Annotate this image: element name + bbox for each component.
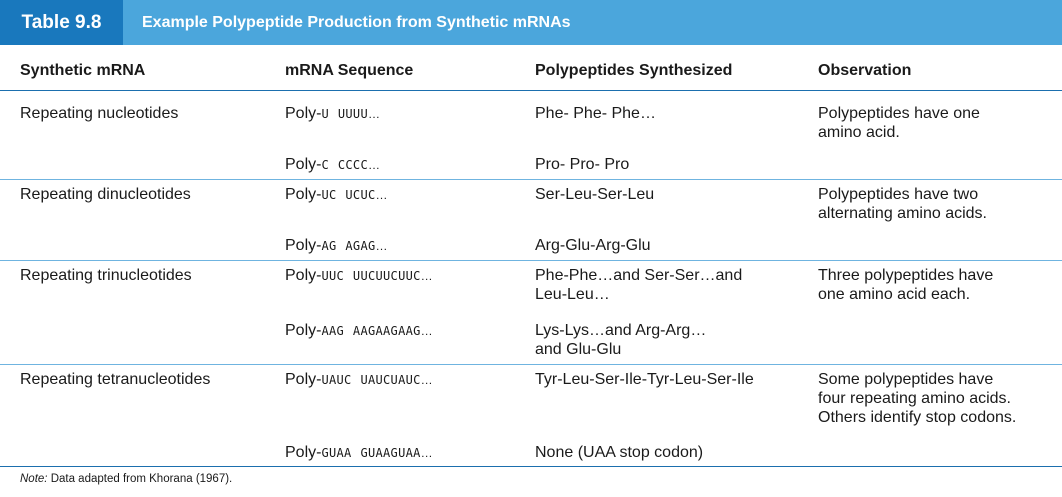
table-header-band (0, 0, 1062, 45)
group-divider (0, 260, 1062, 261)
mrna-sequence-cell (285, 321, 433, 341)
observation-cell (818, 266, 993, 304)
sequence-prefix: Poly- (285, 267, 322, 284)
polypeptide-line: Lys-Lys…and Arg-Arg… (535, 322, 707, 339)
observation-cell (818, 370, 1016, 427)
observation-line: Others identify stop codons. (818, 409, 1017, 426)
spacer (329, 105, 338, 122)
sequence-repeat: UUUU (337, 107, 368, 121)
synthetic-mrna-type: Repeating nucleotides (20, 105, 179, 122)
sequence-ellipsis: … (420, 446, 433, 460)
sequence-ellipsis: … (420, 373, 433, 387)
sequence-prefix: Poly- (285, 105, 322, 122)
sequence-prefix: Poly- (285, 186, 322, 203)
sequence-ellipsis: … (420, 269, 433, 283)
sequence-prefix: Poly- (285, 322, 322, 339)
group-divider (0, 364, 1062, 365)
synthetic-mrna-type: Repeating tetranucleotides (20, 371, 211, 388)
sequence-repeat-unit: U (321, 107, 329, 121)
column-header-mrna-sequence: mRNA Sequence (285, 62, 414, 79)
sequence-ellipsis: … (375, 188, 388, 202)
note-text: Data adapted from Khorana (1967). (47, 473, 233, 485)
polypeptide-cell (535, 185, 654, 204)
polypeptide-cell (535, 370, 754, 389)
sequence-ellipsis: … (367, 107, 380, 121)
sequence-repeat-unit: GUAA (321, 446, 352, 460)
sequence-repeat: UAUCUAUC (360, 373, 421, 387)
observation-line: one amino acid each. (818, 286, 971, 303)
observation-line: amino acid. (818, 124, 900, 141)
sequence-ellipsis: … (420, 324, 433, 338)
synthetic-mrna-type: Repeating trinucleotides (20, 267, 192, 284)
polypeptide-line: Arg-Glu-Arg-Glu (535, 237, 651, 254)
observation-line: Three polypeptides have (818, 267, 994, 284)
table-title: Example Polypeptide Production from Synthetic mRNAs (142, 14, 571, 31)
synthetic-mrna-type: Repeating dinucleotides (20, 186, 191, 203)
sequence-repeat: UCUC (345, 188, 376, 202)
sequence-repeat: CCCC (337, 158, 368, 172)
sequence-repeat: GUAAGUAA (360, 446, 421, 460)
header-rule (0, 90, 1062, 91)
mrna-sequence-cell (285, 443, 433, 463)
polypeptide-cell (535, 443, 703, 462)
sequence-prefix: Poly- (285, 444, 322, 461)
observation-cell (818, 185, 987, 223)
sequence-prefix: Poly- (285, 156, 322, 173)
table-note (20, 473, 232, 485)
sequence-repeat-unit: UC (321, 188, 337, 202)
mrna-sequence-cell (285, 155, 380, 175)
polypeptide-line: Phe-Phe…and Ser-Ser…and (535, 267, 743, 284)
column-header-observation: Observation (818, 62, 912, 79)
sequence-repeat-unit: AG (321, 239, 337, 253)
mrna-sequence-cell (285, 266, 433, 286)
polypeptide-line: None (UAA stop codon) (535, 444, 704, 461)
mrna-sequence-cell (285, 104, 380, 124)
polypeptide-line: Phe- Phe- Phe… (535, 105, 656, 122)
mrna-sequence-cell (285, 370, 433, 390)
sequence-prefix: Poly- (285, 371, 322, 388)
observation-cell (818, 104, 980, 142)
sequence-repeat-unit: UUC (321, 269, 345, 283)
column-header-synthetic-mrna: Synthetic mRNA (20, 62, 146, 79)
observation-line: alternating amino acids. (818, 205, 987, 222)
observation-line: Polypeptides have one (818, 105, 980, 122)
polypeptide-cell (535, 266, 742, 304)
sequence-ellipsis: … (375, 239, 388, 253)
spacer (344, 267, 353, 284)
polypeptide-line: Leu-Leu… (535, 286, 610, 303)
polypeptide-line: Tyr-Leu-Ser-Ile-Tyr-Leu-Ser-Ile (535, 371, 754, 388)
table-number-label: Table 9.8 (0, 0, 123, 45)
mrna-sequence-cell (285, 236, 388, 256)
mrna-sequence-cell (285, 185, 388, 205)
observation-line: Some polypeptides have (818, 371, 994, 388)
spacer (329, 156, 338, 173)
sequence-ellipsis: … (367, 158, 380, 172)
sequence-repeat: AAGAAGAAG (352, 324, 421, 338)
column-header-polypeptides: Polypeptides Synthesized (535, 62, 733, 79)
polypeptide-cell (535, 236, 651, 255)
polypeptide-line: and Glu-Glu (535, 341, 622, 358)
sequence-repeat-unit: UAUC (321, 373, 352, 387)
observation-line: four repeating amino acids. (818, 390, 1011, 407)
footer-rule (0, 466, 1062, 467)
note-label: Note: (20, 473, 48, 485)
polypeptide-cell (535, 104, 656, 123)
observation-line: Polypeptides have two (818, 186, 979, 203)
polypeptide-cell (535, 155, 629, 174)
group-divider (0, 179, 1062, 180)
sequence-prefix: Poly- (285, 237, 322, 254)
spacer (344, 322, 353, 339)
sequence-repeat-unit: AAG (321, 324, 345, 338)
polypeptide-cell (535, 321, 706, 359)
sequence-repeat: AGAG (345, 239, 376, 253)
polypeptide-line: Pro- Pro- Pro (535, 156, 630, 173)
sequence-repeat-unit: C (321, 158, 329, 172)
sequence-repeat: UUCUUCUUC (352, 269, 421, 283)
polypeptide-line: Ser-Leu-Ser-Leu (535, 186, 655, 203)
